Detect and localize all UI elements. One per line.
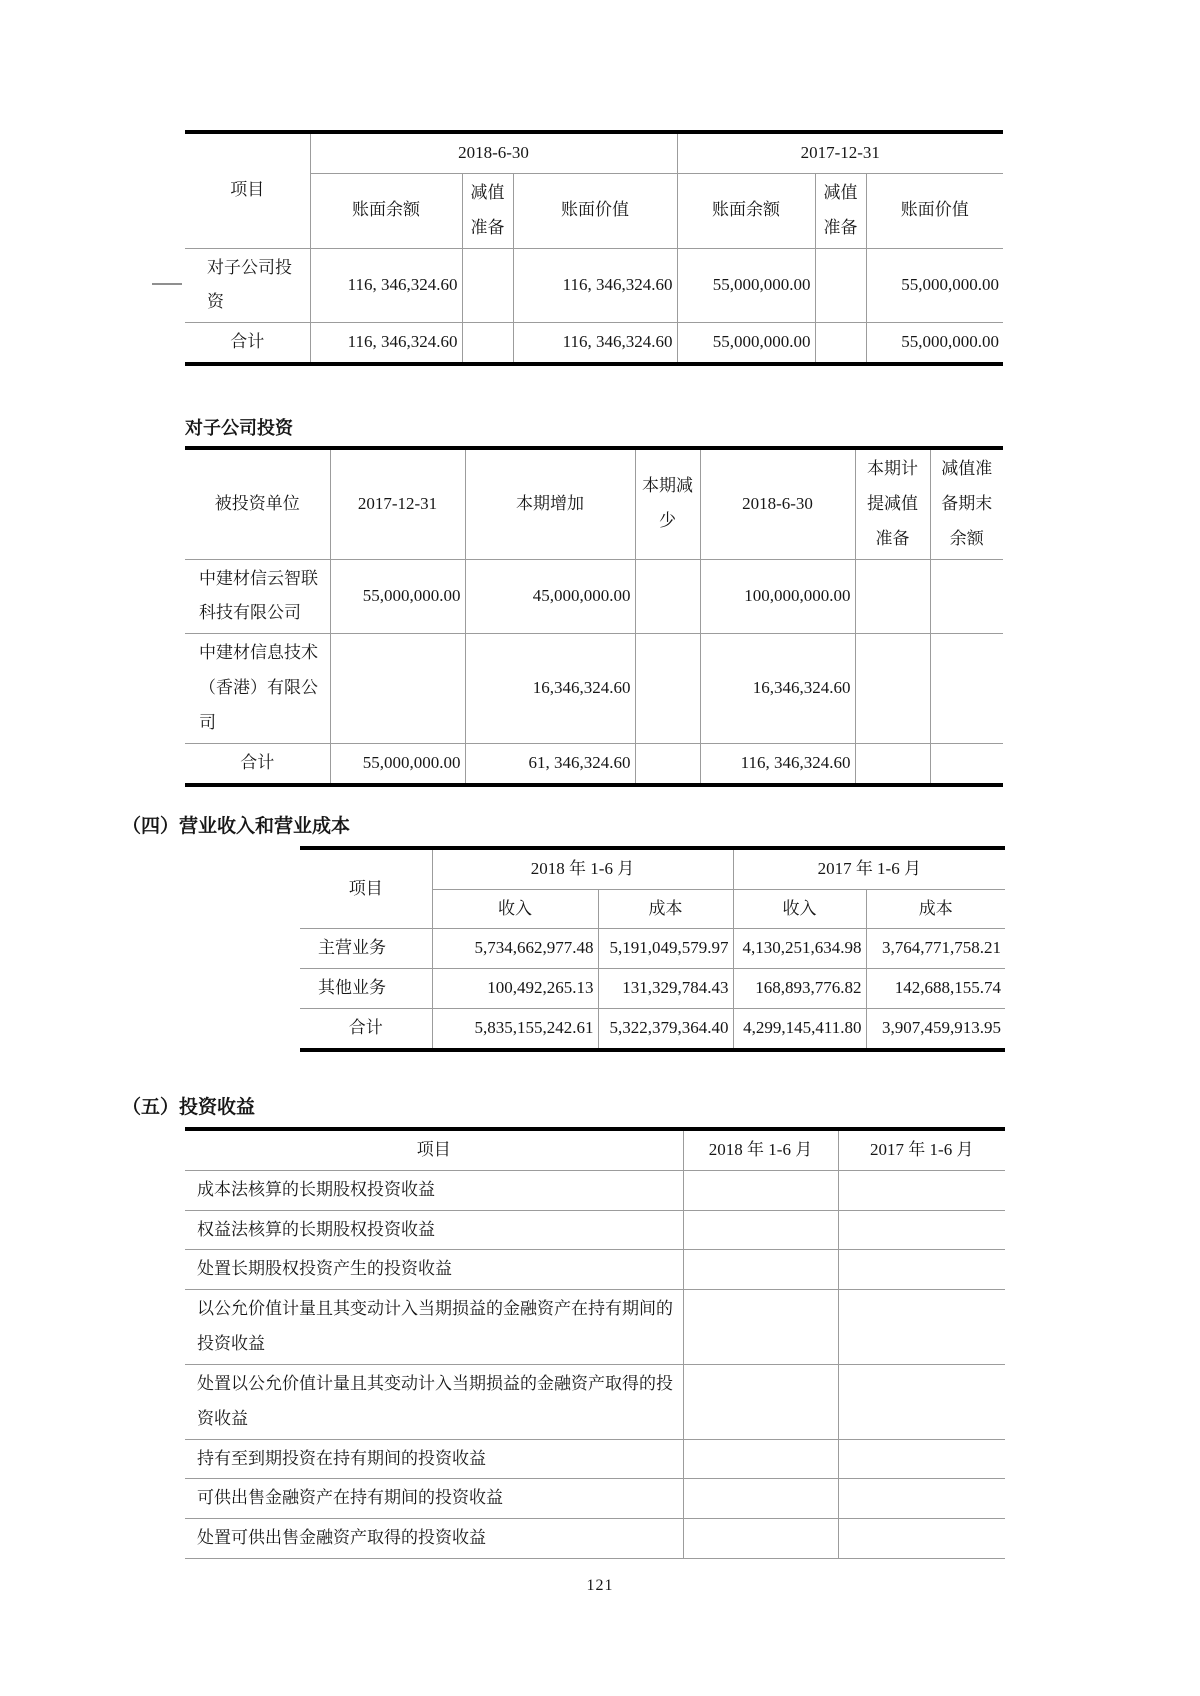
t1-total-label: 合计: [185, 323, 310, 364]
t1-cell: 55,000,000.00: [866, 323, 1003, 364]
t2-total-label: 合计: [185, 743, 330, 784]
t2-header-row: [185, 448, 1003, 559]
section-5-heading: （五）投资收益: [122, 1096, 256, 1118]
table-row: [185, 1364, 1005, 1439]
t2-cell: [635, 559, 700, 634]
t1-row-label: 对子公司投资: [185, 248, 310, 323]
t2-cell: [930, 634, 1003, 744]
t1-cell: 116, 346,324.60: [310, 323, 462, 364]
t3-cell: 3,907,459,913.95: [866, 1009, 1005, 1050]
t3-cell: 142,688,155.74: [866, 969, 1005, 1009]
table-row: [185, 1439, 1005, 1479]
t2-cell: [855, 743, 930, 784]
t1-subheader: 账面余额: [677, 173, 815, 248]
t2-header: 本期减少: [635, 448, 700, 559]
t3-subheader: 收入: [432, 889, 598, 929]
table-row: [185, 1290, 1005, 1365]
table-row: [185, 1519, 1005, 1559]
t2-cell: 116, 346,324.60: [700, 743, 855, 784]
t2-cell: 100,000,000.00: [700, 559, 855, 634]
t2-cell: 16,346,324.60: [700, 634, 855, 744]
t3-row-label: 主营业务: [300, 929, 432, 969]
t1-cell: [462, 248, 513, 323]
t4-cell: [838, 1364, 1005, 1439]
t2-cell: 55,000,000.00: [330, 559, 465, 634]
t2-cell: [635, 634, 700, 744]
subsidiary-investment-caption: 对子公司投资: [185, 418, 293, 439]
t2-cell: 45,000,000.00: [465, 559, 635, 634]
t2-cell: [855, 634, 930, 744]
t3-group-2018: 2018 年 1-6 月: [432, 848, 733, 889]
t3-group-2017: 2017 年 1-6 月: [733, 848, 1005, 889]
t4-cell: [683, 1170, 838, 1210]
t1-group-2018: 2018-6-30: [310, 132, 677, 173]
t1-cell: 116, 346,324.60: [513, 248, 677, 323]
t1-subheader: 减值准备: [815, 173, 866, 248]
t1-subheader: 账面价值: [866, 173, 1003, 248]
t2-header: 2017-12-31: [330, 448, 465, 559]
t4-cell: [683, 1439, 838, 1479]
t4-row-label: 处置以公允价值计量且其变动计入当期损益的金融资产取得的投资收益: [185, 1364, 683, 1439]
t3-cell: 5,322,379,364.40: [598, 1009, 733, 1050]
t2-header: 被投资单位: [185, 448, 330, 559]
t4-cell: [838, 1170, 1005, 1210]
t3-item-header: 项目: [300, 848, 432, 929]
table-row-total: [300, 1009, 1005, 1050]
t1-subheader: 账面余额: [310, 173, 462, 248]
t2-cell: [330, 634, 465, 744]
t2-row-label: 中建材信云智联科技有限公司: [185, 559, 330, 634]
t2-cell: [930, 559, 1003, 634]
t3-subheader: 成本: [866, 889, 1005, 929]
t4-row-label: 持有至到期投资在持有期间的投资收益: [185, 1439, 683, 1479]
t4-header-row: [185, 1129, 1005, 1170]
t3-row-label: 其他业务: [300, 969, 432, 1009]
t4-row-label: 成本法核算的长期股权投资收益: [185, 1170, 683, 1210]
t4-row-label: 可供出售金融资产在持有期间的投资收益: [185, 1479, 683, 1519]
t3-cell: 3,764,771,758.21: [866, 929, 1005, 969]
t4-cell: [838, 1210, 1005, 1250]
t4-row-label: 权益法核算的长期股权投资收益: [185, 1210, 683, 1250]
t2-header: 本期计提减值准备: [855, 448, 930, 559]
t2-header: 减值准备期末余额: [930, 448, 1003, 559]
t3-cell: 4,299,145,411.80: [733, 1009, 866, 1050]
revenue-cost-table: [300, 846, 1005, 1052]
t1-cell: [815, 323, 866, 364]
t1-cell: 55,000,000.00: [677, 248, 815, 323]
t2-cell: 55,000,000.00: [330, 743, 465, 784]
table-row: [185, 1210, 1005, 1250]
t4-cell: [683, 1290, 838, 1365]
t1-cell: [815, 248, 866, 323]
t4-item-header: 项目: [185, 1129, 683, 1170]
t4-cell: [683, 1364, 838, 1439]
page-number: 121: [586, 1577, 614, 1595]
table-row: [185, 1250, 1005, 1290]
t2-row-label: 中建材信息技术（香港）有限公司: [185, 634, 330, 744]
t4-cell: [838, 1479, 1005, 1519]
t4-header-2018: 2018 年 1-6 月: [683, 1129, 838, 1170]
t2-cell: [930, 743, 1003, 784]
t4-cell: [838, 1439, 1005, 1479]
t1-cell: 55,000,000.00: [866, 248, 1003, 323]
t4-cell: [838, 1250, 1005, 1290]
t4-cell: [838, 1290, 1005, 1365]
investment-summary-table: [185, 130, 1003, 366]
t4-cell: [838, 1519, 1005, 1559]
table-row: [300, 929, 1005, 969]
t2-cell: [635, 743, 700, 784]
t1-header-row-1: [185, 132, 1003, 173]
t3-cell: 5,734,662,977.48: [432, 929, 598, 969]
t3-cell: 4,130,251,634.98: [733, 929, 866, 969]
t3-cell: 5,191,049,579.97: [598, 929, 733, 969]
t3-cell: 168,893,776.82: [733, 969, 866, 1009]
t4-row-label: 处置可供出售金融资产取得的投资收益: [185, 1519, 683, 1559]
table-row: [185, 559, 1003, 634]
table-row-total: [185, 323, 1003, 364]
t1-subheader: 减值准备: [462, 173, 513, 248]
t2-cell: [855, 559, 930, 634]
t1-cell: 55,000,000.00: [677, 323, 815, 364]
t3-subheader: 收入: [733, 889, 866, 929]
table-row: [185, 1170, 1005, 1210]
subsidiary-investment-table: [185, 446, 1003, 787]
t4-cell: [683, 1479, 838, 1519]
t4-cell: [683, 1250, 838, 1290]
t4-row-label: 以公允价值计量且其变动计入当期损益的金融资产在持有期间的投资收益: [185, 1290, 683, 1365]
t2-header: 本期增加: [465, 448, 635, 559]
t4-header-2017: 2017 年 1-6 月: [838, 1129, 1005, 1170]
t1-cell: [462, 323, 513, 364]
t4-cell: [683, 1519, 838, 1559]
t1-item-header: 项目: [185, 132, 310, 248]
t3-total-label: 合计: [300, 1009, 432, 1050]
section-4-heading: （四）营业收入和营业成本: [122, 815, 351, 837]
t3-cell: 100,492,265.13: [432, 969, 598, 1009]
t1-cell: 116, 346,324.60: [310, 248, 462, 323]
t3-subheader: 成本: [598, 889, 733, 929]
t2-cell: 16,346,324.60: [465, 634, 635, 744]
t1-subheader: 账面价值: [513, 173, 677, 248]
t1-cell: 116, 346,324.60: [513, 323, 677, 364]
t2-header: 2018-6-30: [700, 448, 855, 559]
t3-cell: 131,329,784.43: [598, 969, 733, 1009]
t3-header-row-1: [300, 848, 1005, 889]
table-row-total: [185, 743, 1003, 784]
t4-row-label: 处置长期股权投资产生的投资收益: [185, 1250, 683, 1290]
table-row: [300, 969, 1005, 1009]
t1-group-2017: 2017-12-31: [677, 132, 1003, 173]
table-row: [185, 634, 1003, 744]
investment-income-table: [185, 1127, 1005, 1559]
t2-cell: 61, 346,324.60: [465, 743, 635, 784]
t4-cell: [683, 1210, 838, 1250]
margin-dash-mark: [152, 283, 182, 285]
table-row: [185, 1479, 1005, 1519]
t3-cell: 5,835,155,242.61: [432, 1009, 598, 1050]
table-row: [185, 248, 1003, 323]
